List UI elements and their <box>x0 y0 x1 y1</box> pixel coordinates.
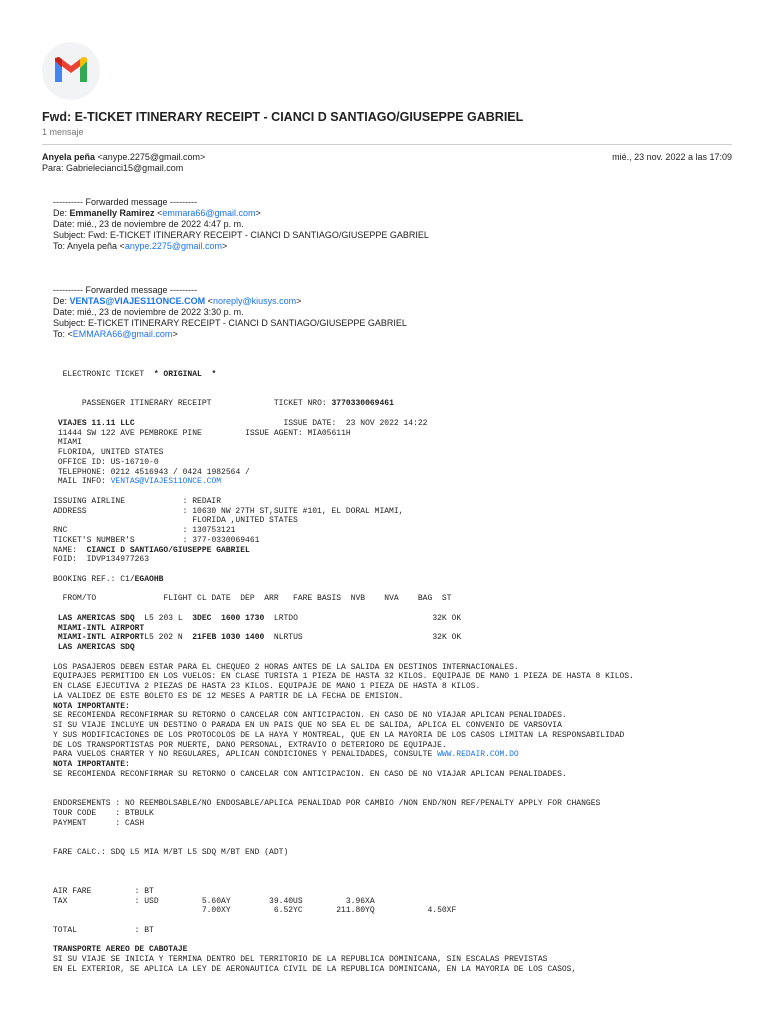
etk-label: ELECTRONIC TICKET <box>62 370 154 379</box>
nota-importante-2: NOTA IMPORTANTE: <box>53 760 130 769</box>
email-subject: Fwd: E-TICKET ITINERARY RECEIPT - CIANCI D SANTIAGO/GIUSEPPE GABRIEL <box>42 110 524 124</box>
forward-subject-2: Subject: E-TICKET ITINERARY RECEIPT - CIANCI D SANTIAGO/GIUSEPPE GABRIEL <box>53 318 407 328</box>
tax-line-1: TAX : USD 5.60AY 39.40US 3.96XA <box>53 896 375 906</box>
sender-line <box>42 152 205 162</box>
passenger-name: CIANCI D SANTIAGO/GIUSEPPE GABRIEL <box>86 545 250 555</box>
forward-date: Date: mié., 23 de noviembre de 2022 4:47 p. m. <box>53 219 244 229</box>
forward-from-email-link[interactable]: emmara66@gmail.com <box>162 208 256 218</box>
header-divider <box>42 144 732 145</box>
forward-from-name: Emmanelly Ramirez <box>69 208 155 218</box>
forward-to-email-link[interactable]: anype.2275@gmail.com <box>124 241 223 251</box>
agency-mail-link[interactable]: VENTAS@VIAJES11ONCE.COM <box>110 477 222 487</box>
sender-name[interactable]: Anyela peña <box>42 152 96 162</box>
issue-agent: ISSUE AGENT: MIA05611H <box>245 428 351 438</box>
segment-row: LAS AMERICAS SDQ L5 203 L 3DEC 1600 1730 LRTDO 32K OK <box>57 613 462 623</box>
segment-row: MIAMI-INTL AIRPORTL5 202 N 21FEB 1030 1400 NLRTUS 32K OK <box>57 633 462 643</box>
forward-date-2: Date: mié., 23 de noviembre de 2022 3:30 p. m. <box>53 307 244 317</box>
etk-value: * ORIGINAL * <box>153 370 217 379</box>
ticket-nro-label: TICKET NRO: <box>273 399 332 409</box>
cabotaje-text: SI SU VIAJE SE INICIA Y TERMINA DENTRO DEL TERRITORIO DE LA REPUBLICA DOMINICANA, SIN ESCALAS PREVISTAS EN EL EXTERIOR, SE APLICA LA LEY DE AERONAUTICA CIVIL DE LA REPUBLICA DOMINICANA, EN LA MAYORIA DE LOS CASOS, <box>53 955 577 974</box>
forward-to-email-link-2[interactable]: EMMARA66@gmail.com <box>72 329 173 339</box>
forward-header: ---------- Forwarded message --------- <box>53 197 197 207</box>
forward-from-email-link-2[interactable]: noreply@kiusys.com <box>212 296 297 306</box>
message-count: 1 mensaje <box>42 127 84 137</box>
air-fare: AIR FARE : BT <box>53 886 154 896</box>
forward-from-name-link-2[interactable]: VENTAS@VIAJES11ONCE.COM <box>69 296 206 306</box>
redair-link[interactable]: WWW.REDAIR.COM.DO <box>437 750 519 760</box>
gmail-logo-icon <box>42 42 100 100</box>
fare-calc: FARE CALC.: SDQ L5 MIA M/BT L5 SDQ M/BT END (ADT) <box>53 847 289 857</box>
booking-ref: EGAOHB <box>134 574 164 584</box>
itinerary-header: FROM/TO FLIGHT CL DATE DEP ARR FARE BASIS NVB NVA BAG ST <box>62 594 452 604</box>
endorsements: ENDORSEMENTS : NO REEMBOLSABLE/NO ENDOSABLE/APLICA PENALIDAD POR CAMBIO /NON END/NON REF/PENALTY APPLY FOR CHANGES <box>53 799 601 808</box>
sender-email[interactable]: <anype.2275@gmail.com> <box>97 152 206 162</box>
email-date: mié., 23 nov. 2022 a las 17:09 <box>612 152 732 162</box>
forward-to-2: To: <EMMARA66@gmail.com> <box>53 329 178 339</box>
issue-date: ISSUE DATE: 23 NOV 2022 14:22 <box>283 418 428 428</box>
agency-name: VIAJES 11.11 LLC <box>57 418 135 428</box>
total: TOTAL : BT <box>53 925 154 935</box>
forward-from-2: De: VENTAS@VIAJES11ONCE.COM <noreply@kiusys.com> <box>53 296 302 306</box>
ticket-number: 3770330069461 <box>331 399 394 409</box>
receipt-label: PASSENGER ITINERARY RECEIPT <box>81 399 212 409</box>
forward-subject: Subject: Fwd: E-TICKET ITINERARY RECEIPT - CIANCI D SANTIAGO/GIUSEPPE GABRIEL <box>53 230 429 240</box>
recipient-line: Para: Gabrielecianci15@gmail.com <box>42 163 184 173</box>
forward-to: To: Anyela peña <anype.2275@gmail.com> <box>53 241 228 251</box>
cabotaje-label: TRANSPORTE AEREO DE CABOTAJE <box>53 945 188 955</box>
notes-block: LOS PASAJEROS DEBEN ESTAR PARA EL CHEQUEO 2 HORAS ANTES DE LA SALIDA EN DESTINOS INTERNACIONALES. EQUIPAJES PERMITIDO EN LOS VUELOS: EN CLASE TURISTA 1 PIEZA DE HASTA 32 KILOS. EQUIPAJE DE MANO 1 PIEZA DE HASTA 8 KILOS. EN CLASE EJECUTIVA 2 PIEZAS DE HASTA 23 KILOS. EQUIPAJE DE MANO 1 PIEZA DE HASTA 8 KILOS. LA VALIDEZ DE ESTE BOLETO ES DE 12 MESES A PARTIR DE LA FECHA DE EMISION. <box>53 662 634 701</box>
forward-from: De: Emmanelly Ramirez <emmara66@gmail.com> <box>53 208 261 218</box>
tax-line-2: 7.00XY 6.52YC 211.80YQ 4.50XF <box>53 906 457 916</box>
forward-header-2: ---------- Forwarded message --------- <box>53 285 197 295</box>
ticket-body: ELECTRONIC TICKET * ORIGINAL * PASSENGER ITINERARY RECEIPT TICKET NRO: 3770330069461 VIAJES 11.11 LLC ISSUE DATE: 23 NOV 2022 14:22 11444 SW 122 AVE PEMBROKE PINE ISSUE AGENT: MIA05611H MIAMI FLORIDA, UNITED STATES OFFICE ID: US-16710-0 TELEPHONE: 0212 4516943 / 0424 1982564 / MAIL INFO: VENTAS@VIAJES11ONCE.COM ISSUING AIRLINE : REDAIR ADDRESS : 10630 NW 27TH ST,SUITE #101, EL DORAL MIAMI, FLORIDA ,UNITED STATES RNC : 130753121 TICKET'S NUMBER'S : 377-0330069461 NAME: CIANCI D SANTIAGO/GIUSEPPE GABRIEL FOID: IDVP134977263 BOOKING REF.: C1/EGAOHB FROM/TO FLIGHT CL DATE DEP ARR FARE BASIS NVB NVA BAG ST LAS AMERICAS SDQ L5 203 L 3DEC 1600 1730 LRTDO 32K OK MIAMI-INTL AIRPORT MIAMI-INTL AIRPORTL5 202 N 21FEB 1030 1400 NLRTUS 32K OK LAS AMERICAS SDQ LOS PASAJEROS DEBEN ESTAR PARA EL CHEQUEO 2 HORAS ANTES DE LA SALIDA EN DESTINOS INTERNACIONALES. EQUIPAJES PERMITIDO EN LOS VUELOS: EN CLASE TURISTA 1 PIEZA DE HASTA 32 KILOS. EQUIPAJE DE MANO 1 PIEZA DE HASTA 8 KILOS. EN CLASE EJECUTIVA 2 PIEZAS DE HASTA 23 KILOS. EQUIPAJE DE MANO 1 PIEZA DE HASTA 8 KILOS. LA VALIDEZ DE ESTE BOLETO ES DE 12 MESES A PARTIR DE LA FECHA DE EMISION. NOTA IMPORTANTE: SE RECOMIENDA RECONFIRMAR SU RETORNO O CANCELAR CON ANTICIPACION. EN CASO DE NO VIAJAR APLICAN PENALIDADES. SI SU VIAJE INCLUYE UN DESTINO O PARADA EN UN PAIS QUE NO SEA EL DE SALIDA, APLICA EL CONVENIO DE VARSOVIA Y SUS MODIFICACIONES DE LOS PROTOCOLOS DE LA HAYA Y MONTREAL, QUE EN LA MAYORIA DE LOS CASOS LIMITAN LA RESPONSABILIDAD DE LOS TRANSPORTISTAS POR MUERTE, DANO PERSONAL, EXTRAVIO O DETERIORO DE EQUIPAJE. PARA VUELOS CHARTER Y NO REGULARES, APLICAN CONDICIONES Y PENALIDADES, CONSULTE WWW.REDAIR.COM.DO NOTA IMPORTANTE: SE RECOMIENDA RECONFIRMAR SU RETORNO O CANCELAR CON ANTICIPACION. EN CASO DE NO VIAJAR APLICAN PENALIDADES. ENDORSEMENTS : NO REEMBOLSABLE/NO ENDOSABLE/APLICA PENALIDAD POR CAMBIO /NON END/NON REF/PENALTY APPLY FOR CHANGES TOUR CODE : BTBULK PAYMENT : CASH FARE CALC.: SDQ L5 MIA M/BT L5 SDQ M/BT END (ADT) AIR FARE : BT TAX : USD 5.60AY 39.40US 3.96XA 7.00XY 6.52YC 211.80YQ 4.50XF TOTAL : BT TRANSPORTE AEREO DE CABOTAJE SI SU VIAJE SE INICIA Y TERMINA DENTRO DEL TERRITORIO DE LA REPUBLICA DOMINICANA, SIN ESCALAS PREVISTAS EN EL EXTERIOR, SE APLICA LA LEY DE AERONAUTICA CIVIL DE LA REPUBLICA DOMINICANA, EN LA MAYORIA DE LOS CASOS, <box>53 370 634 974</box>
nota-importante: NOTA IMPORTANTE: <box>53 701 130 711</box>
